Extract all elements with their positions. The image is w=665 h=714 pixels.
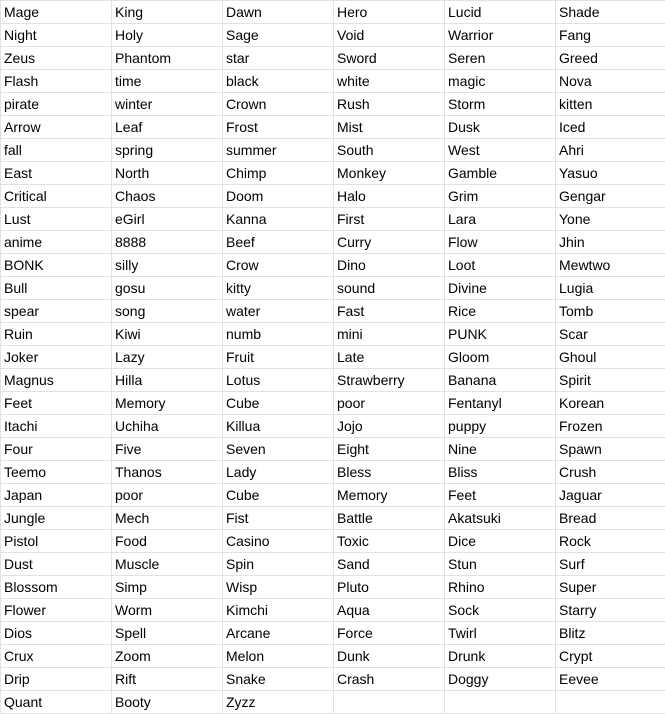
grid-cell[interactable]: Bliss: [445, 461, 556, 484]
grid-cell[interactable]: Flash: [1, 70, 112, 93]
grid-cell[interactable]: Lust: [1, 208, 112, 231]
grid-cell[interactable]: winter: [112, 93, 223, 116]
grid-cell[interactable]: Frozen: [556, 415, 665, 438]
grid-cell[interactable]: puppy: [445, 415, 556, 438]
grid-cell[interactable]: Hilla: [112, 369, 223, 392]
grid-cell[interactable]: Doggy: [445, 668, 556, 691]
grid-cell[interactable]: Bread: [556, 507, 665, 530]
grid-cell[interactable]: Hero: [334, 1, 445, 24]
grid-cell[interactable]: Ahri: [556, 139, 665, 162]
grid-cell[interactable]: Spawn: [556, 438, 665, 461]
grid-cell[interactable]: Crow: [223, 254, 334, 277]
grid-cell[interactable]: Uchiha: [112, 415, 223, 438]
grid-cell[interactable]: Yasuo: [556, 162, 665, 185]
grid-cell[interactable]: Jaguar: [556, 484, 665, 507]
grid-cell[interactable]: Sock: [445, 599, 556, 622]
grid-cell[interactable]: Lugia: [556, 277, 665, 300]
grid-cell[interactable]: Five: [112, 438, 223, 461]
grid-cell[interactable]: Muscle: [112, 553, 223, 576]
grid-cell[interactable]: Akatsuki: [445, 507, 556, 530]
grid-cell[interactable]: Feet: [445, 484, 556, 507]
grid-cell[interactable]: Crown: [223, 93, 334, 116]
grid-cell[interactable]: sound: [334, 277, 445, 300]
grid-cell[interactable]: anime: [1, 231, 112, 254]
grid-cell[interactable]: Mage: [1, 1, 112, 24]
grid-cell[interactable]: Fist: [223, 507, 334, 530]
grid-cell[interactable]: Cube: [223, 484, 334, 507]
grid-row: [1, 116, 665, 139]
grid-cell[interactable]: King: [112, 1, 223, 24]
grid-cell[interactable]: Memory: [112, 392, 223, 415]
grid-cell[interactable]: Tomb: [556, 300, 665, 323]
grid-row: [1, 484, 665, 507]
grid-row: [1, 1, 665, 24]
grid-cell[interactable]: Lazy: [112, 346, 223, 369]
grid-row: [1, 369, 665, 392]
grid-cell[interactable]: Dice: [445, 530, 556, 553]
grid-cell[interactable]: Doom: [223, 185, 334, 208]
grid-body: [1, 1, 665, 714]
grid-cell[interactable]: spear: [1, 300, 112, 323]
grid-row: [1, 346, 665, 369]
grid-cell[interactable]: eGirl: [112, 208, 223, 231]
grid-cell[interactable]: black: [223, 70, 334, 93]
grid-cell[interactable]: Four: [1, 438, 112, 461]
grid-cell[interactable]: Sand: [334, 553, 445, 576]
grid-cell[interactable]: Quant: [1, 691, 112, 714]
grid-cell[interactable]: Grim: [445, 185, 556, 208]
grid-cell[interactable]: Chaos: [112, 185, 223, 208]
grid-cell[interactable]: Cube: [223, 392, 334, 415]
grid-row: [1, 415, 665, 438]
grid-cell[interactable]: kitten: [556, 93, 665, 116]
grid-cell[interactable]: Rift: [112, 668, 223, 691]
grid-cell[interactable]: Sword: [334, 47, 445, 70]
grid-cell[interactable]: Force: [334, 622, 445, 645]
grid-cell[interactable]: Thanos: [112, 461, 223, 484]
grid-cell[interactable]: water: [223, 300, 334, 323]
grid-cell[interactable]: Simp: [112, 576, 223, 599]
grid-cell[interactable]: Critical: [1, 185, 112, 208]
grid-cell[interactable]: Void: [334, 24, 445, 47]
grid-cell[interactable]: Greed: [556, 47, 665, 70]
grid-cell[interactable]: Pluto: [334, 576, 445, 599]
grid-cell[interactable]: Booty: [112, 691, 223, 714]
grid-row: [1, 461, 665, 484]
grid-cell[interactable]: Storm: [445, 93, 556, 116]
grid-cell[interactable]: Killua: [223, 415, 334, 438]
grid-cell[interactable]: Scar: [556, 323, 665, 346]
grid-cell[interactable]: Dawn: [223, 1, 334, 24]
grid-cell[interactable]: Snake: [223, 668, 334, 691]
grid-cell[interactable]: Night: [1, 24, 112, 47]
grid-cell[interactable]: Lotus: [223, 369, 334, 392]
grid-row: [1, 691, 665, 714]
grid-cell[interactable]: First: [334, 208, 445, 231]
grid-cell[interactable]: Gloom: [445, 346, 556, 369]
grid-cell[interactable]: Starry: [556, 599, 665, 622]
grid-cell[interactable]: Bull: [1, 277, 112, 300]
grid-cell[interactable]: Seven: [223, 438, 334, 461]
grid-cell[interactable]: Super: [556, 576, 665, 599]
grid-cell[interactable]: Blossom: [1, 576, 112, 599]
grid-cell[interactable]: Ruin: [1, 323, 112, 346]
grid-cell[interactable]: Battle: [334, 507, 445, 530]
grid-cell[interactable]: mini: [334, 323, 445, 346]
grid-cell[interactable]: poor: [112, 484, 223, 507]
grid-cell[interactable]: Sage: [223, 24, 334, 47]
grid-cell[interactable]: BONK: [1, 254, 112, 277]
grid-row: [1, 70, 665, 93]
grid-cell[interactable]: Monkey: [334, 162, 445, 185]
grid-cell[interactable]: white: [334, 70, 445, 93]
grid-row: [1, 438, 665, 461]
grid-cell[interactable]: Bless: [334, 461, 445, 484]
grid-cell[interactable]: Drip: [1, 668, 112, 691]
grid-cell[interactable]: Pistol: [1, 530, 112, 553]
grid-cell[interactable]: time: [112, 70, 223, 93]
grid-cell[interactable]: Fruit: [223, 346, 334, 369]
grid-cell[interactable]: Seren: [445, 47, 556, 70]
grid-cell[interactable]: Halo: [334, 185, 445, 208]
grid-cell[interactable]: Zoom: [112, 645, 223, 668]
grid-cell[interactable]: Korean: [556, 392, 665, 415]
grid-cell[interactable]: Nine: [445, 438, 556, 461]
grid-cell[interactable]: Joker: [1, 346, 112, 369]
grid-cell[interactable]: Mewtwo: [556, 254, 665, 277]
grid-cell[interactable]: Flow: [445, 231, 556, 254]
grid-cell[interactable]: Banana: [445, 369, 556, 392]
grid-cell[interactable]: Stun: [445, 553, 556, 576]
grid-row: [1, 645, 665, 668]
grid-cell[interactable]: Zeus: [1, 47, 112, 70]
grid-row: [1, 599, 665, 622]
grid-row: [1, 139, 665, 162]
grid-cell[interactable]: Strawberry: [334, 369, 445, 392]
grid-cell[interactable]: PUNK: [445, 323, 556, 346]
grid-cell[interactable]: Fentanyl: [445, 392, 556, 415]
grid-cell[interactable]: Worm: [112, 599, 223, 622]
grid-cell[interactable]: Lara: [445, 208, 556, 231]
grid-cell[interactable]: Rice: [445, 300, 556, 323]
grid-cell[interactable]: Fang: [556, 24, 665, 47]
grid-cell[interactable]: Blitz: [556, 622, 665, 645]
grid-row: [1, 300, 665, 323]
grid-row: [1, 530, 665, 553]
grid-cell[interactable]: fall: [1, 139, 112, 162]
grid-cell[interactable]: Chimp: [223, 162, 334, 185]
grid-cell[interactable]: Dunk: [334, 645, 445, 668]
grid-cell[interactable]: Dust: [1, 553, 112, 576]
grid-cell[interactable]: Gengar: [556, 185, 665, 208]
grid-row: [1, 231, 665, 254]
grid-cell[interactable]: Divine: [445, 277, 556, 300]
grid-row: [1, 47, 665, 70]
grid-cell[interactable]: Beef: [223, 231, 334, 254]
grid-cell[interactable]: North: [112, 162, 223, 185]
grid-row: [1, 622, 665, 645]
grid-cell[interactable]: Late: [334, 346, 445, 369]
grid-cell[interactable]: Crush: [556, 461, 665, 484]
grid-cell[interactable]: Japan: [1, 484, 112, 507]
grid-cell[interactable]: Dusk: [445, 116, 556, 139]
grid-cell[interactable]: Yone: [556, 208, 665, 231]
grid-cell[interactable]: Dino: [334, 254, 445, 277]
grid-cell[interactable]: [334, 691, 445, 714]
grid-cell[interactable]: Twirl: [445, 622, 556, 645]
grid-cell[interactable]: Jungle: [1, 507, 112, 530]
grid-cell[interactable]: Arcane: [223, 622, 334, 645]
grid-row: [1, 507, 665, 530]
grid-cell[interactable]: Crypt: [556, 645, 665, 668]
grid-cell[interactable]: Zyzz: [223, 691, 334, 714]
grid-cell[interactable]: [445, 691, 556, 714]
grid-cell[interactable]: Curry: [334, 231, 445, 254]
grid-cell[interactable]: Eevee: [556, 668, 665, 691]
grid-row: [1, 185, 665, 208]
grid-row: [1, 277, 665, 300]
grid-cell[interactable]: Magnus: [1, 369, 112, 392]
grid-cell[interactable]: Food: [112, 530, 223, 553]
grid-row: [1, 93, 665, 116]
grid-cell[interactable]: Crash: [334, 668, 445, 691]
grid-cell[interactable]: Fast: [334, 300, 445, 323]
grid-cell[interactable]: Itachi: [1, 415, 112, 438]
grid-cell[interactable]: Aqua: [334, 599, 445, 622]
grid-row: [1, 576, 665, 599]
grid-cell[interactable]: Kiwi: [112, 323, 223, 346]
grid-cell[interactable]: gosu: [112, 277, 223, 300]
grid-cell[interactable]: Drunk: [445, 645, 556, 668]
grid-cell[interactable]: Phantom: [112, 47, 223, 70]
grid-cell[interactable]: star: [223, 47, 334, 70]
grid-cell[interactable]: Rhino: [445, 576, 556, 599]
grid-cell[interactable]: [556, 691, 665, 714]
grid-row: [1, 208, 665, 231]
grid-cell[interactable]: Kanna: [223, 208, 334, 231]
grid-cell[interactable]: Spirit: [556, 369, 665, 392]
grid-cell[interactable]: kitty: [223, 277, 334, 300]
grid-cell[interactable]: Surf: [556, 553, 665, 576]
grid-cell[interactable]: East: [1, 162, 112, 185]
grid-row: [1, 162, 665, 185]
grid-cell[interactable]: Loot: [445, 254, 556, 277]
grid-cell[interactable]: Mech: [112, 507, 223, 530]
grid-cell[interactable]: Toxic: [334, 530, 445, 553]
grid-cell[interactable]: magic: [445, 70, 556, 93]
grid-cell[interactable]: Gamble: [445, 162, 556, 185]
grid-cell[interactable]: West: [445, 139, 556, 162]
grid-cell[interactable]: Nova: [556, 70, 665, 93]
grid-cell[interactable]: Wisp: [223, 576, 334, 599]
grid-cell[interactable]: Crux: [1, 645, 112, 668]
grid-cell[interactable]: Iced: [556, 116, 665, 139]
grid-cell[interactable]: Rush: [334, 93, 445, 116]
grid-cell[interactable]: Jhin: [556, 231, 665, 254]
grid-cell[interactable]: silly: [112, 254, 223, 277]
grid-cell[interactable]: Rock: [556, 530, 665, 553]
grid-cell[interactable]: Memory: [334, 484, 445, 507]
grid-cell[interactable]: song: [112, 300, 223, 323]
grid-cell[interactable]: Spell: [112, 622, 223, 645]
grid-cell[interactable]: numb: [223, 323, 334, 346]
grid-row: [1, 392, 665, 415]
grid-cell[interactable]: Flower: [1, 599, 112, 622]
grid-cell[interactable]: summer: [223, 139, 334, 162]
grid-cell[interactable]: Warrior: [445, 24, 556, 47]
grid-row: [1, 254, 665, 277]
grid-cell[interactable]: Casino: [223, 530, 334, 553]
grid-row: [1, 553, 665, 576]
grid-cell[interactable]: Jojo: [334, 415, 445, 438]
grid-cell[interactable]: Dios: [1, 622, 112, 645]
grid-cell[interactable]: Melon: [223, 645, 334, 668]
grid-cell[interactable]: South: [334, 139, 445, 162]
grid-row: [1, 668, 665, 691]
grid-cell[interactable]: Mist: [334, 116, 445, 139]
grid-cell[interactable]: Leaf: [112, 116, 223, 139]
grid-cell[interactable]: Eight: [334, 438, 445, 461]
grid-cell[interactable]: Holy: [112, 24, 223, 47]
grid-cell[interactable]: Shade: [556, 1, 665, 24]
grid-cell[interactable]: 8888: [112, 231, 223, 254]
grid-cell[interactable]: Teemo: [1, 461, 112, 484]
grid-cell[interactable]: poor: [334, 392, 445, 415]
grid-row: [1, 323, 665, 346]
grid-cell[interactable]: Arrow: [1, 116, 112, 139]
grid-cell[interactable]: Feet: [1, 392, 112, 415]
grid-cell[interactable]: pirate: [1, 93, 112, 116]
grid-cell[interactable]: Frost: [223, 116, 334, 139]
grid-cell[interactable]: Ghoul: [556, 346, 665, 369]
grid-cell[interactable]: Lady: [223, 461, 334, 484]
grid-row: [1, 24, 665, 47]
grid-cell[interactable]: spring: [112, 139, 223, 162]
grid-cell[interactable]: Kimchi: [223, 599, 334, 622]
grid-cell[interactable]: Lucid: [445, 1, 556, 24]
grid-cell[interactable]: Spin: [223, 553, 334, 576]
